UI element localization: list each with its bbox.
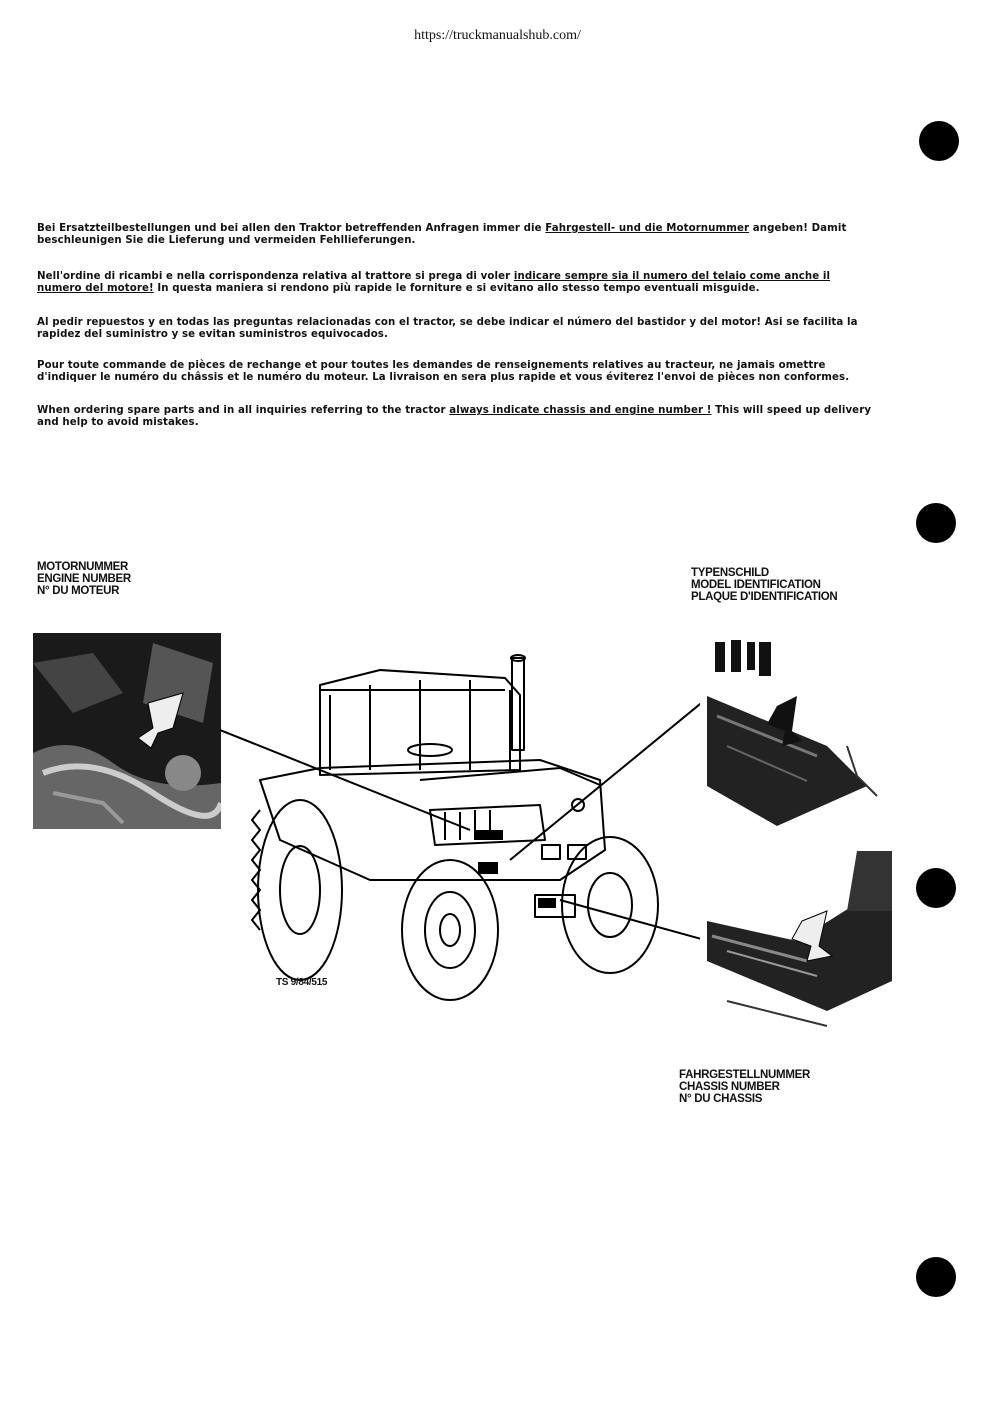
drawing-reference: TS 9/84/515 <box>276 977 328 988</box>
engine-photo <box>33 633 221 829</box>
engine-number-label: MOTORNUMMER ENGINE NUMBER N° DU MOTEUR <box>37 561 131 597</box>
model-identification-label: TYPENSCHILD MODEL IDENTIFICATION PLAQUE D'IDENTIFICATION <box>691 567 838 603</box>
paragraph-french: Pour toute commande de pièces de rechange et pour toutes les demandes de renseignements relatives au tracteur, ne jamais omettre d'indiquer le numéro du châssis et le numéro du moteur. La livraison en sera plus rapide et vous éviterez l'envoi de pièces non conformes. <box>37 360 850 383</box>
model-plate-photo <box>707 636 892 832</box>
source-url[interactable]: https://truckmanualshub.com/ <box>414 28 581 43</box>
paragraph-german: Bei Ersatzteilbestellungen und bei allen den Traktor betreffenden Anfragen immer die Fahrgestell- und die Motornummer angeben! Damit beschleunigen Sie die Lieferung und vermeiden Fehllieferungen. <box>37 223 847 246</box>
binder-hole-1 <box>919 121 959 161</box>
tractor-drawing <box>220 640 700 1010</box>
binder-hole-3 <box>916 868 956 908</box>
chassis-number-photo <box>707 851 892 1036</box>
paragraph-italian: Nell'ordine di ricambi e nella corrispondenza relativa al trattore si prega di voler indicare sempre sia il numero del telaio come anche il numero del motore! In questa maniera si rendono più rapide le forniture e si evitano allo stesso tempo eventuali misguide. <box>37 271 831 294</box>
chassis-number-label: FAHRGESTELLNUMMER CHASSIS NUMBER N° DU CHASSIS <box>679 1069 810 1105</box>
binder-hole-4 <box>916 1257 956 1297</box>
paragraph-english: When ordering spare parts and in all inquiries referring to the tractor always indicate chassis and engine number ! This will speed up delivery and help to avoid mistakes. <box>37 405 872 428</box>
binder-hole-2 <box>916 503 956 543</box>
paragraph-spanish: Al pedir repuestos y en todas las preguntas relacionadas con el tractor, se debe indicar el número del bastidor y del motor! Asi se facilita la rapidez del suministro y se evitan suministros equivocados. <box>37 317 858 340</box>
